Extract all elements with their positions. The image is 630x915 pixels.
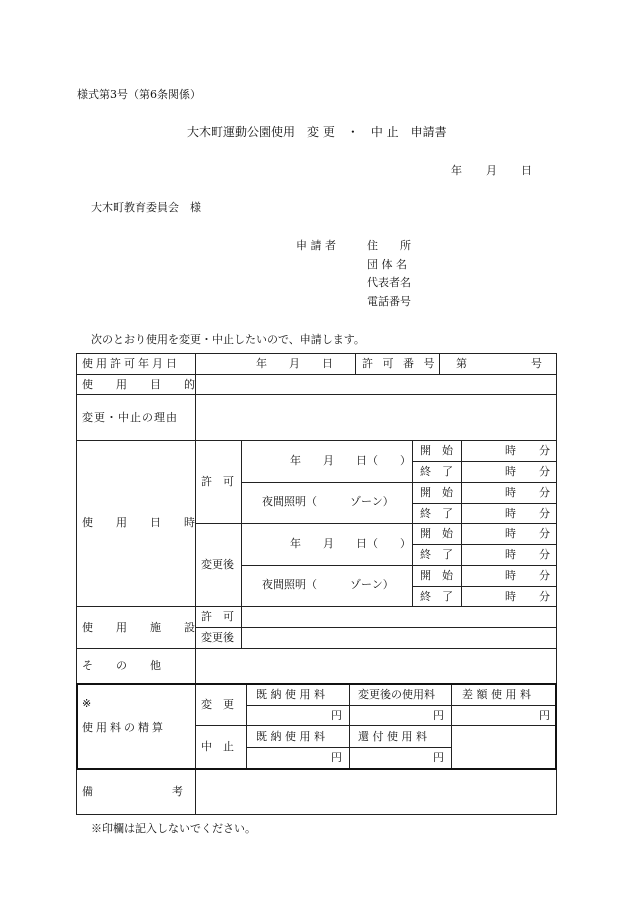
cancel-label: 中 止 xyxy=(201,740,234,753)
hour-label: 時 xyxy=(505,486,516,499)
permit-number-suffix: 号 xyxy=(531,357,542,370)
date-month: 月 xyxy=(486,164,497,177)
form-number: 様式第3号（第6条関係） xyxy=(77,88,201,101)
refund-fee-header: 還 付 使 用 料 xyxy=(358,730,427,743)
permit-date-label: 使用許可年月日 xyxy=(82,357,180,370)
minute-label: 分 xyxy=(539,590,550,603)
usage-datetime-label: 使 用 日 時 xyxy=(82,516,201,529)
form-title: 大木町運動公園使用 変 更 ・ 中 止 申請書 xyxy=(187,125,447,139)
end-label: 終 了 xyxy=(420,590,453,603)
start-label: 開 始 xyxy=(420,486,453,499)
footnote: ※印欄は記入しないでください。 xyxy=(91,822,256,835)
date-year: 年 xyxy=(451,164,462,177)
facility-label: 使 用 施 設 xyxy=(82,621,201,634)
purpose-label: 使 用 目 的 xyxy=(82,378,201,391)
end-label: 終 了 xyxy=(420,507,453,520)
permit-number-prefix: 第 xyxy=(456,357,467,370)
fee-after-change-header: 変更後の使用料 xyxy=(358,688,435,701)
minute-label: 分 xyxy=(539,548,550,561)
yen-unit: 円 xyxy=(539,709,550,722)
yen-unit: 円 xyxy=(433,751,444,764)
reason-label: 変更・中止の理由 xyxy=(82,411,178,424)
minute-label: 分 xyxy=(539,486,550,499)
yen-unit: 円 xyxy=(433,709,444,722)
hour-label: 時 xyxy=(505,465,516,478)
permit-date-value: 年 月 日 xyxy=(256,357,333,370)
hour-label: 時 xyxy=(505,527,516,540)
minute-label: 分 xyxy=(539,507,550,520)
facility-permit-label: 許 可 xyxy=(201,610,234,623)
hour-label: 時 xyxy=(505,548,516,561)
fee-mark: ※ xyxy=(82,697,92,710)
remarks-label: 備 考 xyxy=(82,785,190,798)
yen-unit: 円 xyxy=(331,751,342,764)
paid-fee-header: 既 納 使 用 料 xyxy=(256,688,325,701)
end-label: 終 了 xyxy=(420,548,453,561)
applicant-group: 団 体 名 xyxy=(367,258,407,271)
addressee: 大木町教育委員会 様 xyxy=(91,201,201,214)
minute-label: 分 xyxy=(539,527,550,540)
applicant-label: 申 請 者 xyxy=(296,239,336,252)
start-label: 開 始 xyxy=(420,444,453,457)
intro-text: 次のとおり使用を変更・中止したいので、申請します。 xyxy=(91,333,365,346)
minute-label: 分 xyxy=(539,569,550,582)
yen-unit: 円 xyxy=(331,709,342,722)
minute-label: 分 xyxy=(539,465,550,478)
hour-label: 時 xyxy=(505,444,516,457)
start-label: 開 始 xyxy=(420,527,453,540)
other-label: そ の 他 xyxy=(82,659,167,672)
permit-night-lighting: 夜間照明（ ゾーン） xyxy=(262,495,394,508)
permit-number-label: 許 可 番 号 xyxy=(362,357,438,370)
paid-fee-header: 既 納 使 用 料 xyxy=(256,730,325,743)
facility-changed-label: 変更後 xyxy=(201,631,234,644)
fee-label: 使用料の精算 xyxy=(82,721,166,734)
permit-sub-label: 許 可 xyxy=(201,475,234,488)
hour-label: 時 xyxy=(505,569,516,582)
changed-night-lighting: 夜間照明（ ゾーン） xyxy=(262,578,394,591)
end-label: 終 了 xyxy=(420,465,453,478)
hour-label: 時 xyxy=(505,507,516,520)
hour-label: 時 xyxy=(505,590,516,603)
changed-sub-label: 変更後 xyxy=(201,558,234,571)
changed-date-template: 年 月 日（ ） xyxy=(290,537,411,550)
date-day: 日 xyxy=(521,164,532,177)
difference-fee-header: 差 額 使 用 料 xyxy=(462,688,531,701)
change-label: 変 更 xyxy=(201,698,234,711)
applicant-phone: 電話番号 xyxy=(367,295,411,308)
permit-date-template: 年 月 日（ ） xyxy=(290,454,411,467)
minute-label: 分 xyxy=(539,444,550,457)
applicant-representative: 代表者名 xyxy=(367,276,411,289)
start-label: 開 始 xyxy=(420,569,453,582)
applicant-address: 住 所 xyxy=(367,239,411,252)
